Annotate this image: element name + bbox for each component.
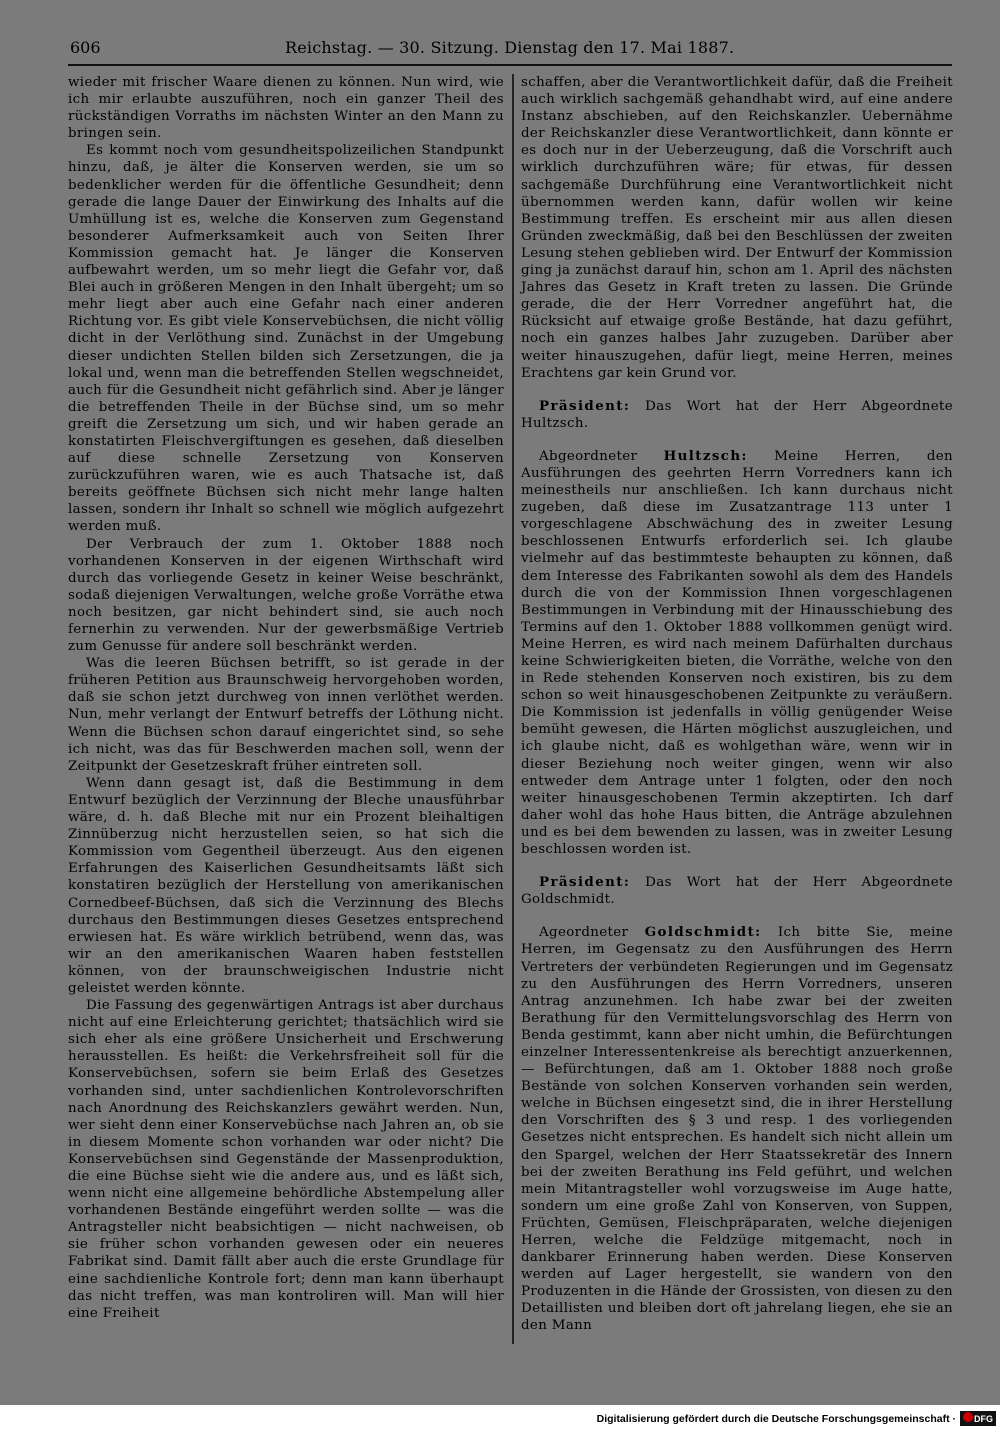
right-column — [521, 74, 953, 1335]
paragraph: Wenn dann gesagt ist, daß die Bestimmung in dem Entwurf bezüglich der Verzinnung der Bleche unausführbar wäre, d. h. daß Bleche mit nur ein Prozent bleihaltigen Zinnüberzug nicht herzustellen seien, so hat sich die Kommission vom Gegentheil überzeugt. Aus den eigenen Erfahrungen des Kaiserlichen Gesundheitsamts läßt sich konstatiren bezüglich der Herstellung von amerikanischen Cornedbeef-Büchsen, daß sich die Verzinnung des Blechs durchaus den Bestimmungen dieses Gesetzes entsprechend erwiesen hat. Es wäre wirklich betrübend, wenn das, was wir an den amerikanischen Waaren haben feststellen können, von der braunschweigischen Industrie nicht geleistet werden könnte. — [68, 775, 504, 996]
running-title: Reichstag. — 30. Sitzung. Dienstag den 17. Mai 1887. — [285, 38, 735, 57]
column-divider — [512, 74, 514, 1344]
paragraph: Die Fassung des gegenwärtigen Antrags ist aber durchaus nicht auf eine Erleichterung gerichtet; thatsächlich wird sie sich eher als eine größere Unsicherheit und Erschwerung herausstellen. Es heißt: die Verkehrsfreiheit soll für die Konservebüchsen, sofern sie beim Erlaß des Gesetzes vorhanden sind, unter sachdienlichen Kontrolevorschriften nach Anordnung des Reichskanzlers gewährt werden. Nun, wer sieht denn einer Konservebüchse nach Jahren an, ob sie in diesem Momente schon vorhanden war oder nicht? Die Konservebüchsen sind Gegenstände der Massenproduktion, die eine Büchse sieht wie die andere aus, und es läßt sich, wenn nicht eine allgemeine behördliche Abstempelung aller vorhandenen Bestände eingeführt werden sollte — was die Antragsteller nicht beabsichtigen — nicht nachweisen, ob sie früher schon vorhanden gewesen oder ein neueres Fabrikat sind. Damit fällt aber auch die erste Grundlage für eine sachdienliche Kontrole fort; denn man kann überhaupt das nicht treffen, was man kontroliren will. Man will hier eine Freiheit — [68, 998, 504, 1321]
paragraph: wieder mit frischer Waare dienen zu können. Nun wird, wie ich mir erlaubte auszuführen, noch ein ganzer Theil des rückständigen Vorraths im nächsten Winter an den Mann zu bringen sein. — [68, 75, 504, 142]
header-rule — [68, 64, 952, 66]
credit-text: Digitalisierung gefördert durch die Deutsche Forschungsgemeinschaft · — [596, 1412, 956, 1425]
speaker-title: Ageordneter — [539, 925, 629, 941]
digitization-credit — [597, 1411, 996, 1426]
president-statement — [521, 874, 953, 908]
paragraph: schaffen, aber die Verantwortlichkeit dafür, daß die Freiheit auch wirklich sachgemäß gehandhabt wird, auf eine andere Instanz abschieben, auf den Reichskanzler. Uebernähme der Reichskanzler diese Verantwortlichkeit, dann könnte er es doch nur in der Ueberzeugung, daß die Vorschrift auch wirklich durchzuführen wäre; für etwas, für dessen sachgemäße Durchführung eine Verantwortlichkeit nicht übernommen werden kann, dafür wollen wir keine Bestimmung treffen. Es erscheint mir aus allen diesen Gründen zweckmäßig, daß bei den Beschlüssen der zweiten Lesung stehen geblieben wird. Der Entwurf der Kommission ging ja zunächst darauf hin, schon am 1. April des nächsten Jahres das Gesetz in Kraft treten zu lassen. Die Gründe gerade, die der Herr Vorredner angeführt hat, die Rücksicht auf etwaige große Bestände, hat dazu geführt, noch ein ganzes halbes Jahr zuzugeben. Darüber aber weiter hinauszugehen, dafür liegt, meine Herren, meines Erachtens gar kein Grund vor. — [521, 75, 953, 381]
paragraph: Es kommt noch vom gesundheitspolizeilichen Standpunkt hinzu, daß, je älter die Konserven werden, sie um so bedenklicher werden für die öffentliche Gesundheit; denn gerade die lange Dauer der Einwirkung des Inhalts auf die Umhüllung ist es, welche die Konserven zum Gegenstand besonderer Aufmerksamkeit auch von Seiten Ihrer Kommission gemacht hat. Je länger die Konserven aufbewahrt werden, um so mehr liegt die Gefahr vor, daß Blei auch in größeren Mengen in den Inhalt übergeht; um so mehr liegt aber auch eine Gefahr nach einer anderen Richtung vor. Es gibt viele Konservebüchsen, die nicht völlig dicht in der Verlöthung sind. Zunächst in der Umgebung dieser undichten Stellen bilden sich Zersetzungen, die ja lokal und, wenn man die betreffenden Stellen wegschneidet, auch für die Gesundheit nicht gefährlich sind. Aber je länger die betreffenden Theile in der Büchse sind, um so mehr greift die Zersetzung um sich, und wir haben gerade an konstatirten Fleischvergiftungen es gesehen, daß dieselben auf diese schnelle Zersetzung von Konserven zurückzuführen waren, wie es auch Thatsache ist, daß bereits geöffnete Büchsen sich nicht mehr lange halten lassen, sondern ihr Inhalt so schnell wie möglich aufgezehrt werden muß. — [68, 143, 504, 535]
dfg-logo — [960, 1411, 996, 1426]
speaker-name: Präsident: — [539, 397, 631, 414]
left-column — [68, 74, 504, 1322]
president-statement — [521, 398, 953, 432]
statement-text: Das Wort hat der Herr Abgeordnete Goldschmidt. — [521, 875, 953, 908]
speaker-name: Goldschmidt: — [644, 924, 762, 941]
speech-goldschmidt — [521, 924, 953, 1334]
speech-hultzsch — [521, 448, 953, 858]
speech-text: Ich bitte Sie, meine Herren, im Gegensatz zu den Ausführungen des Herrn Vertreters der verbündeten Regierungen und im Gegensatz zu den Ausführungen des Herrn Vorredners, unseren Antrag anzunehmen. Ich habe zwar bei der zweiten Berathung für den Vermittelungsvorschlag des Herrn von Benda gestimmt, kann aber nicht umhin, die Befürchtungen einzelner Interessentenkreise als berechtigt anzuerkennen, — Befürchtungen, daß am 1. Oktober 1888 noch große Bestände von solchen Konserven vorhanden sein werden, welche in Büchsen eingesetzt sind, die in ihrer Herstellung den Vorschriften des § 3 und resp. 1 des vorliegenden Gesetzes nicht entsprechen. Es handelt sich nicht allein um den Spargel, welchen der Herr Staatssekretär des Innern bei der zweiten Berathung ins Feld geführt, und welchen mein Mitantragsteller wohl vorzugsweise im Auge hatte, sondern um eine große Zahl von Konserven, von Suppen, Früchten, Gemüsen, Fleischpräparaten, welche diejenigen Herren, welche die Feldzüge mitgemacht, noch in dankbarer Erinnerung haben werden. Diese Konserven werden auf Lager hergestellt, sie wandern von den Produzenten in die Hände der Grossisten, von diesen zu den Detaillisten und bleiben dort oft jahrelang liegen, ehe sie an den Mann — [521, 925, 954, 1334]
page-number: 606 — [70, 38, 101, 57]
paragraph: Der Verbrauch der zum 1. Oktober 1888 noch vorhandenen Konserven in der eigenen Wirthschaft wird durch das vorliegende Gesetz in keiner Weise beschränkt, sodaß diejenigen Verwaltungen, welche große Vorräthe etwa noch besitzen, gar nicht behindert sind, sie auch noch fernerhin zu verwenden. Nur der gewerbsmäßige Vertrieb zum Genusse für andere soll beschränkt werden. — [68, 536, 504, 655]
dfg-mark-icon — [963, 1412, 973, 1422]
speaker-name: Hultzsch: — [663, 447, 748, 464]
speech-text: Meine Herren, den Ausführungen des geehrten Herrn Vorredners kann ich meinestheils nur anschließen. Ich kann durchaus nicht zugeben, daß diese im Zusatzantrage 113 unter 1 vorgeschlagene Abschwächung des in zweiter Lesung beschlossenen Entwurfs erforderlich sei. Ich glaube vielmehr auf das bestimmteste behaupten zu können, daß dem Interesse des Fabrikanten sowohl als dem des Handels durch die von der Kommission Ihnen vorgeschlagenen Bestimmungen in Verbindung mit der Hinausschiebung des Termins auf den 1. Oktober 1888 vollkommen genügt wird. Meine Herren, es wird nach meinem Dafürhalten durchaus keine Schwierigkeiten bieten, die Vorräthe, welche von den in Rede stehenden Konserven noch existiren, bis zu dem schon so weit hinausgeschobenen Zeitpunkte zu veräußern. Die Kommission ist jedenfalls in völlig genügender Weise bemüht gewesen, die Härten möglichst auszugleichen, und ich glaube nicht, daß es wohlgethan wäre, wenn wir in dieser Beziehung noch weiter gingen, wenn wir also entweder dem Antrage unter 1 folgten, oder den noch weiter hinausgeschobenen Termin akzeptirten. Ich darf daher wohl das hohe Haus bitten, die Anträge abzulehnen und es bei dem bewenden zu lassen, was in zweiter Lesung beschlossen worden ist. — [521, 448, 954, 858]
dfg-logo-text: DFG — [974, 1414, 993, 1424]
statement-text: Das Wort hat der Herr Abgeordnete Hultzsch. — [521, 398, 953, 431]
paragraph: Was die leeren Büchsen betrifft, so ist gerade in der früheren Petition aus Braunschweig hervorgehoben worden, daß sie schon jetzt durchweg von innen verlöthet werden. Nun, mehr verlangt der Entwurf betreffs der Löthung nicht. Wenn die Büchsen schon darauf eingerichtet sind, so sehe ich nicht, was das für Beschwerden machen soll, wenn der Zeitpunkt der Gesetzeskraft früher eintreten soll. — [68, 656, 504, 774]
speaker-name: Präsident: — [539, 874, 631, 891]
speaker-title: Abgeordneter — [539, 448, 638, 464]
